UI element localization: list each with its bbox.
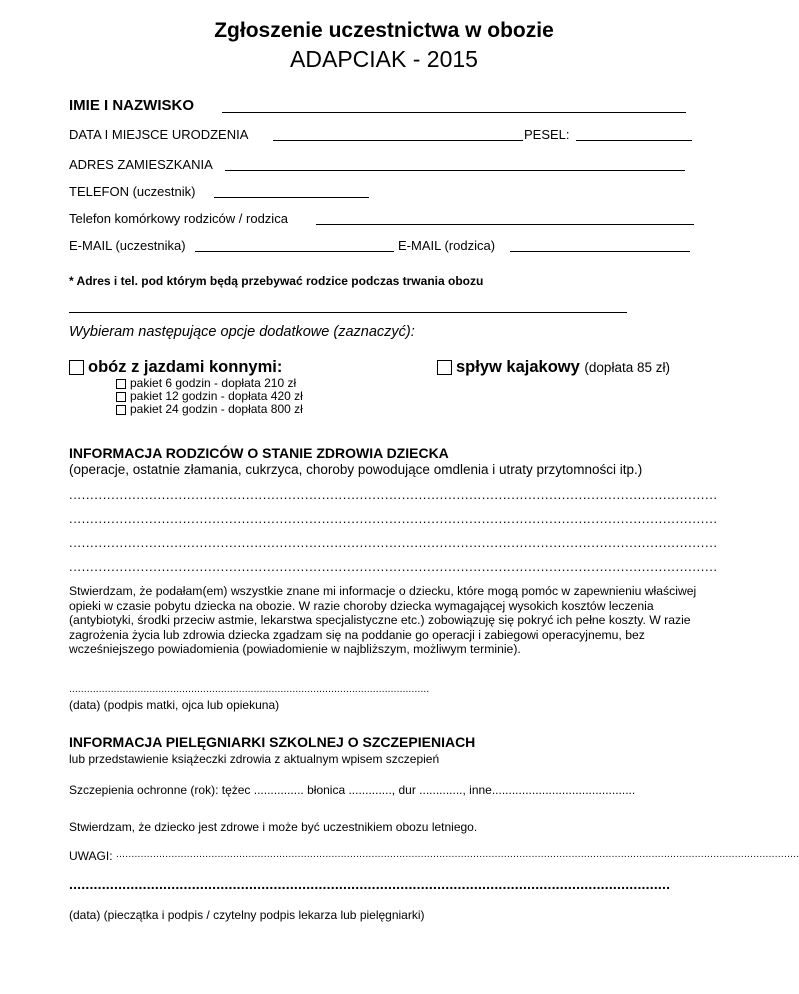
kayak-price: (dopłata 85 zł) [584,360,670,375]
name-field[interactable] [222,112,686,113]
health-heading: INFORMACJA RODZICÓW O STANIE ZDROWIA DZIECKA [69,445,449,461]
pesel-label: PESEL: [524,127,570,142]
remarks-field[interactable]: .............................................................................................................................................................................................................................. [116,849,799,860]
health-subheading: (operacje, ostatnie złamania, cukrzyca, choroby powodujące omdlenia i utraty przytomności itp.) [69,462,643,477]
nurse-subheading: lub przedstawienie książeczki zdrowia z aktualnym wpisem szczepień [69,752,440,766]
package-24h[interactable] [116,402,303,416]
health-line-3[interactable]: .......................................................................................................................................................... [69,535,718,550]
name-label: IMIE I NAZWISKO [69,97,194,114]
health-line-4[interactable]: .......................................................................................................................................................... [69,559,718,574]
pesel-field[interactable] [576,140,692,141]
health-statement: Stwierdzam, że podałam(em) wszystkie znane mi informacje o dziecku, które mogą pomóc w zapewnieniu właściwej opieki w czasie pobytu dziecka na obozie. W razie choroby dziecka wymagającej wysokich kosztów leczenia (antybiotyki, środki przeciw astmie, lekarstwa specjalistyczne etc.) zobowiązuję się pokryć ich pełne koszty. W razie zagrożenia życia lub zdrowia dziecka zgadzam się na poddanie go operacji i zabiegowi operacyjnemu, bez wcześniejszego powiadomienia (powiadomienie w najbliższym, możliwym terminie). [69,584,697,657]
health-line-1[interactable]: .......................................................................................................................................................... [69,487,718,502]
kayak-label: spływ kajakowy [456,358,580,376]
options-heading: Wybieram następujące opcje dodatkowe (zaznaczyć): [69,324,415,340]
remarks-label: UWAGI: [69,849,113,863]
phone-field[interactable] [214,197,369,198]
kayak-checkbox[interactable] [437,360,452,375]
email-parent-label: E-MAIL (rodzica) [398,238,496,253]
riding-option[interactable] [69,358,282,377]
parent-address-field[interactable] [69,312,627,313]
package-24h-checkbox[interactable] [116,405,126,415]
form-title: Zgłoszenie uczestnictwa w obozie [214,19,554,42]
email-parent-field[interactable] [510,251,690,252]
kayak-option[interactable] [437,358,670,377]
address-field[interactable] [225,170,685,171]
parent-signature-line[interactable]: ......................................................................................................................... [69,684,430,695]
parent-phone-label: Telefon komórkowy rodziców / rodzica [69,211,288,226]
form-subtitle: ADAPCIAK - 2015 [290,46,478,72]
package-6h-checkbox[interactable] [116,379,126,389]
nurse-signature-line[interactable]: ................................................................................................................................................... [69,876,671,892]
birth-label: DATA I MIEJSCE URODZENIA [69,127,249,142]
health-line-2[interactable]: .......................................................................................................................................................... [69,511,718,526]
email-participant-field[interactable] [195,251,394,252]
package-6h[interactable] [116,376,296,390]
nurse-signature-label: (data) (pieczątka i podpis / czytelny podpis lekarza lub pielęgniarki) [69,908,425,922]
package-12h-checkbox[interactable] [116,392,126,402]
parent-address-note: * Adres i tel. pod którym będą przebywać rodzice podczas trwania obozu [69,274,484,288]
package-6h-label: pakiet 6 godzin - dopłata 210 zł [130,376,297,390]
birth-field[interactable] [273,140,523,141]
vaccines-field[interactable]: Szczepienia ochronne (rok): tężec ............... błonica ............., dur ............., inne........................................... [69,783,636,797]
package-12h-label: pakiet 12 godzin - dopłata 420 zł [130,389,303,403]
health-confirmation: Stwierdzam, że dziecko jest zdrowe i może być uczestnikiem obozu letniego. [69,820,478,834]
riding-checkbox[interactable] [69,360,84,375]
nurse-heading: INFORMACJA PIELĘGNIARKI SZKOLNEJ O SZCZEPIENIACH [69,734,476,750]
email-participant-label: E-MAIL (uczestnika) [69,238,186,253]
riding-label: obóz z jazdami konnymi: [88,358,283,376]
package-12h[interactable] [116,389,303,403]
parent-signature-label: (data) (podpis matki, ojca lub opiekuna) [69,698,280,712]
phone-label: TELEFON (uczestnik) [69,184,196,199]
parent-phone-field[interactable] [316,224,694,225]
package-24h-label: pakiet 24 godzin - dopłata 800 zł [130,402,303,416]
address-label: ADRES ZAMIESZKANIA [69,157,213,172]
